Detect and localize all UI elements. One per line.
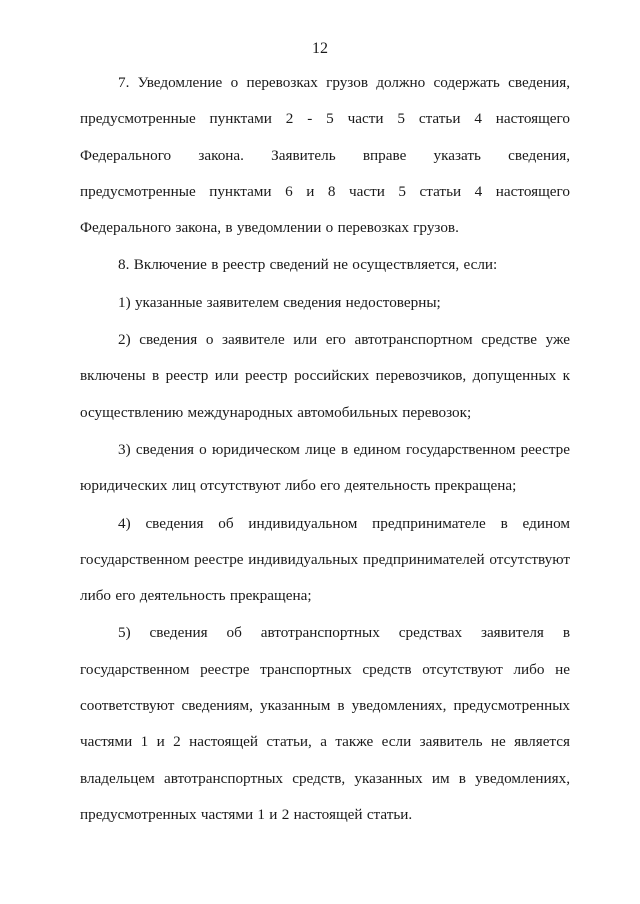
- text-line: 3) сведения о юридическом лице в едином государственном реестре: [118, 440, 570, 458]
- text-line: предусмотренные пунктами 2 - 5 части 5 статьи 4 настоящего: [80, 110, 570, 128]
- text-line: владельцем автотранспортных средств, указанных им в уведомлениях,: [80, 769, 570, 787]
- paragraph: [80, 506, 570, 615]
- document-body: [80, 65, 570, 834]
- text-line: 5) сведения об автотранспортных средствах заявителя в: [118, 624, 570, 642]
- paragraph: [80, 247, 570, 283]
- text-line: частями 1 и 2 настоящей статьи, а также если заявитель не является: [80, 733, 570, 751]
- text-line: 4) сведения об индивидуальном предпринимателе в едином: [118, 514, 570, 532]
- text-line: государственном реестре транспортных средств отсутствуют либо не: [80, 660, 570, 678]
- text-line: соответствуют сведениям, указанным в уведомлениях, предусмотренных: [80, 697, 570, 715]
- paragraph: [80, 322, 570, 431]
- text-line: осуществлению международных автомобильных перевозок;: [80, 403, 472, 421]
- text-line: предусмотренные пунктами 6 и 8 части 5 статьи 4 настоящего: [80, 182, 570, 200]
- text-line: 7. Уведомление о перевозках грузов должно содержать сведения,: [118, 74, 570, 91]
- text-line: Федерального закона, в уведомлении о перевозках грузов.: [80, 219, 459, 237]
- page-number: 12: [312, 40, 328, 57]
- text-line: предусмотренных частями 1 и 2 настоящей статьи.: [80, 805, 413, 823]
- paragraph: [80, 65, 570, 246]
- text-line: включены в реестр или реестр российских перевозчиков, допущенных к: [80, 367, 570, 385]
- paragraph: [80, 432, 570, 505]
- paragraph: [80, 615, 570, 833]
- text-line: государственном реестре индивидуальных предпринимателей отсутствуют: [80, 550, 570, 568]
- text-line: 2) сведения о заявителе или его автотранспортном средстве уже: [118, 331, 570, 349]
- text-line: юридических лиц отсутствуют либо его деятельность прекращена;: [80, 477, 517, 495]
- text-line: 8. Включение в реестр сведений не осуществляется, если:: [118, 256, 498, 274]
- text-line: 1) указанные заявителем сведения недостоверны;: [118, 293, 441, 311]
- text-line: либо его деятельность прекращена;: [80, 587, 312, 605]
- text-line: Федерального закона. Заявитель вправе указать сведения,: [80, 146, 570, 164]
- paragraph: [80, 285, 570, 321]
